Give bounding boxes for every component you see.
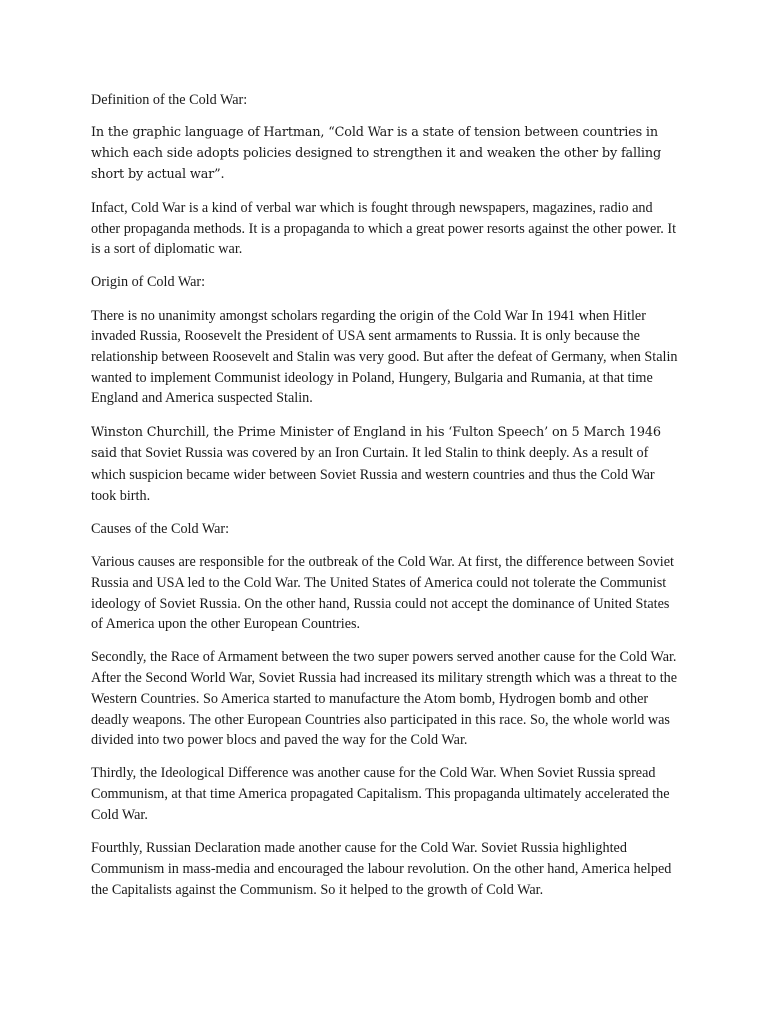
churchill-first-line: Winston Churchill, the Prime Minister of England in his ‘Fulton Speech’ on 5 March 1946 said [91, 424, 661, 462]
churchill-rest: that Soviet Russia was covered by an Iron Curtain. It led Stalin to think deeply. As a result of which suspicion became wider between Soviet Russia and western countries and thus the Cold War took birth. [91, 445, 655, 504]
heading-origin: Origin of Cold War: [91, 274, 206, 291]
paragraph-origin: There is no unanimity amongst scholars regarding the origin of the Cold War In 1941 when Hitler invaded Russia, Roosevelt the President of USA sent armaments to Russia. It is only because the relationship between Roosevelt and Stalin was very good. But after the defeat of Germany, when Stalin wanted to implement Communist ideology in Poland, Hungery, Bulgaria and Rumania, at that time England and America suspected Stalin. [91, 307, 678, 407]
paragraph-cause-armament: Secondly, the Race of Armament between the two super powers served another cause for the Cold War. After the Second World War, Soviet Russia had increased its military strength which was a threat to the Western Countries. So America started to manufacture the Atom bomb, Hydrogen bomb and other deadly weapons. The other European Countries also participated in this race. So, the whole world was divided into two power blocs and paved the way for the Cold War. [91, 649, 678, 749]
heading-causes: Causes of the Cold War: [91, 520, 230, 537]
paragraph-churchill [91, 422, 681, 507]
heading-definition: Definition of the Cold War: [91, 92, 248, 108]
paragraph-cause-difference: Various causes are responsible for the outbreak of the Cold War. At first, the difference between Soviet Russia and USA led to the Cold War. The United States of America could not tolerate the Communist ideology of Soviet Russia. On the other hand, Russia could not accept the dominance of United States of America upon the other European Countries. [91, 554, 674, 633]
paragraph-hartman-definition: In the graphic language of Hartman, “Cold War is a state of tension between countries in which each side adopts policies designed to strengthen it and weaken the other by falling short by actual war”. [91, 125, 662, 182]
document-body [91, 90, 681, 913]
paragraph-cause-ideology: Thirdly, the Ideological Difference was another cause for the Cold War. When Soviet Russia spread Communism, at that time America propagated Capitalism. This propaganda ultimately accelerated the Cold War. [91, 765, 670, 823]
paragraph-cause-declaration: Fourthly, Russian Declaration made another cause for the Cold War. Soviet Russia highlighted Communism in mass-media and encouraged the labour revolution. On the other hand, America helped the Capitalists against the Communism. So it helped to the growth of Cold War. [91, 840, 672, 898]
paragraph-verbal-war: Infact, Cold War is a kind of verbal war which is fought through newspapers, magazines, radio and other propaganda methods. It is a propaganda to which a great power resorts against the other power. It is a sort of diplomatic war. [91, 199, 677, 258]
